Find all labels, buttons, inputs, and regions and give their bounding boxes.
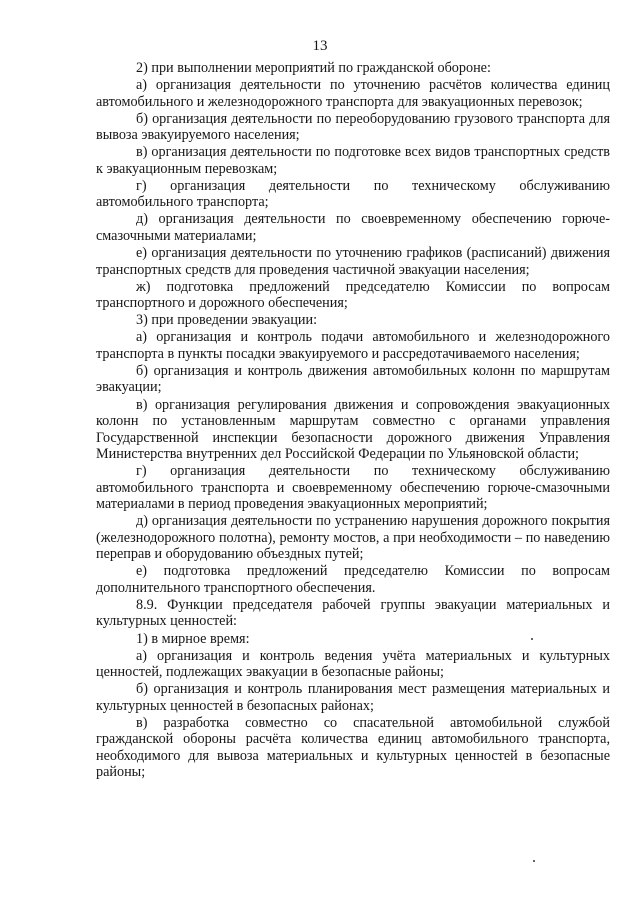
paragraph-item-e: е) организация деятельности по уточнению графиков (расписаний) движения транспортных средств для проведения частичной эвакуации населения; [96,245,610,278]
paragraph-section-8-9: 8.9. Функции председателя рабочей группы эвакуации материальных и культурных ценностей: [96,596,610,630]
paragraph-evac-item-a: а) организация и контроль подачи автомобильного и железнодорожного транспорта в пункты посадки эвакуируемого и рассредотачиваемого населения; [96,329,610,362]
paragraph-item-g: г) организация деятельности по техническому обслуживанию автомобильного транспорта; [96,177,610,211]
paragraph-values-item-a: а) организация и контроль ведения учёта материальных и культурных ценностей, подлежащих эвакуации в безопасные районы; [96,647,610,681]
paragraph-peacetime-heading: 1) в мирное время: [136,630,250,647]
paragraph-evac-item-v: в) организация регулирования движения и сопровождения эвакуационных колонн по установленным маршрутам совместно с органами управления Государственной инспекции безопасности дорожного движения Управления Министерства внутренних дел Российской Федерации по Ульяновской области; [96,396,610,463]
paragraph-item-b: б) организация деятельности по переоборудованию грузового транспорта для вывоза эвакуируемого населения; [96,110,610,144]
paragraph-item-d: д) организация деятельности по своевременному обеспечению горюче-смазочными материалами; [96,211,610,244]
page-number: 13 [312,38,328,54]
paragraph-evac-item-d: д) организация деятельности по устранению нарушения дорожного покрытия (железнодорожного полотна), ремонту мостов, а при необходимости – по наведению переправ и оборудованию объездных путей; [96,513,610,563]
paragraph-evac-item-b: б) организация и контроль движения автомобильных колонн по маршрутам эвакуации; [96,362,610,396]
paragraph-values-item-b: б) организация и контроль планирования мест размещения материальных и культурных ценностей в безопасных районах; [96,681,610,714]
paragraph-civil-defense-heading: 2) при выполнении мероприятий по гражданской обороне: [136,60,491,76]
paragraph-item-v: в) организация деятельности по подготовке всех видов транспортных средств к эвакуационным перевозкам; [96,144,610,177]
paragraph-evac-item-g: г) организация деятельности по техническому обслуживанию автомобильного транспорта и своевременному обеспечению горюче-смазочными материалами в период проведения эвакуационных мероприятий; [96,463,610,513]
paragraph-values-item-v: в) разработка совместно со спасательной автомобильной службой гражданской обороны расчёта количества единиц автомобильного транспорта, необходимого для вывоза материальных и культурных ценностей в безопасные районы; [96,714,610,781]
scan-speck [531,638,533,640]
paragraph-evacuation-heading: 3) при проведении эвакуации: [136,312,318,329]
paragraph-evac-item-e: е) подготовка предложений председателю Комиссии по вопросам дополнительного транспортного обеспечения. [96,563,610,596]
paragraph-item-a: а) организация деятельности по уточнению расчётов количества единиц автомобильного и железнодорожного транспорта для эвакуационных перевозок; [96,77,610,110]
document-body [96,60,610,781]
paragraph-item-zh: ж) подготовка предложений председателю Комиссии по вопросам транспортного и дорожного обеспечения; [96,278,610,312]
scan-speck [533,860,535,862]
